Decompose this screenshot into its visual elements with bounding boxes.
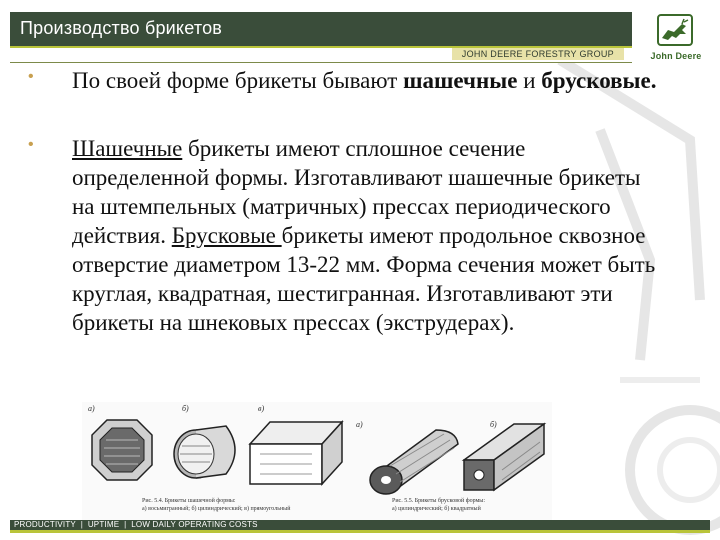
bar-briquettes-drawing [352, 402, 552, 502]
footer-item: UPTIME [87, 520, 120, 529]
deer-icon [638, 12, 710, 52]
figure-caption: Рис. 5.5. Брикеты брусковой формы: [392, 498, 485, 504]
footer-accent-line [10, 530, 710, 533]
text-run: По своей форме брикеты бывают [72, 68, 404, 93]
figure-caption: Рис. 5.4. Брикеты шашечной формы: [142, 498, 236, 504]
figure-tag: а) [88, 404, 95, 413]
text-run: и [517, 68, 542, 93]
bullet-text-1 [72, 66, 662, 95]
bold-term: брусковые. [541, 68, 657, 93]
footer-divider: | [78, 520, 86, 529]
footer-slogan [14, 520, 258, 530]
slide-title: Производство брикетов [20, 18, 223, 38]
brand-group-label: JOHN DEERE FORESTRY GROUP [452, 48, 624, 60]
underlined-term: Брусковые [171, 223, 282, 248]
figure-tag: а) [356, 420, 363, 429]
bullet-marker: • [28, 136, 34, 153]
underlined-term: Шашечные [72, 136, 183, 161]
figure-checker-briquettes [82, 402, 352, 524]
cylindrical-bar-briquette [370, 430, 458, 494]
cylindrical-briquette [174, 426, 235, 478]
bullet-marker: • [28, 68, 34, 85]
figure-caption-detail: а) восьмигранный; б) цилиндрический; в) прямоугольный [142, 506, 291, 512]
bullet-text-2 [72, 134, 662, 337]
rectangular-briquette [250, 422, 342, 484]
figure-tag: в) [258, 404, 265, 413]
footer-divider: | [121, 520, 129, 529]
checker-briquettes-drawing [82, 402, 352, 502]
figure-caption-detail: а) цилиндрический; б) квадратный [392, 506, 481, 512]
footer-item: PRODUCTIVITY [14, 520, 76, 529]
square-bar-briquette [464, 424, 544, 490]
text-run: брикеты имеют сплошное сечение определенной формы. Изготавливают шашечные брикеты на штемпельных (матричных) прессах периодического действия. [72, 136, 641, 248]
footer-item: LOW DAILY OPERATING COSTS [131, 520, 258, 529]
figure-tag: б) [490, 420, 497, 429]
bold-term: шашечные [403, 68, 518, 93]
figure-tag: б) [182, 404, 189, 413]
logo-wordmark: John Deere [650, 51, 702, 61]
octagonal-briquette [92, 420, 152, 480]
figure-bar-briquettes [352, 402, 552, 524]
text-run: брикеты имеют продольное сквозное отверстие диаметром 13-22 мм. Форма сечения может быть круглая, квадратная, шестигранная. Изготавливают эти брикеты на шнековых прессах (экструдерах). [72, 223, 656, 335]
